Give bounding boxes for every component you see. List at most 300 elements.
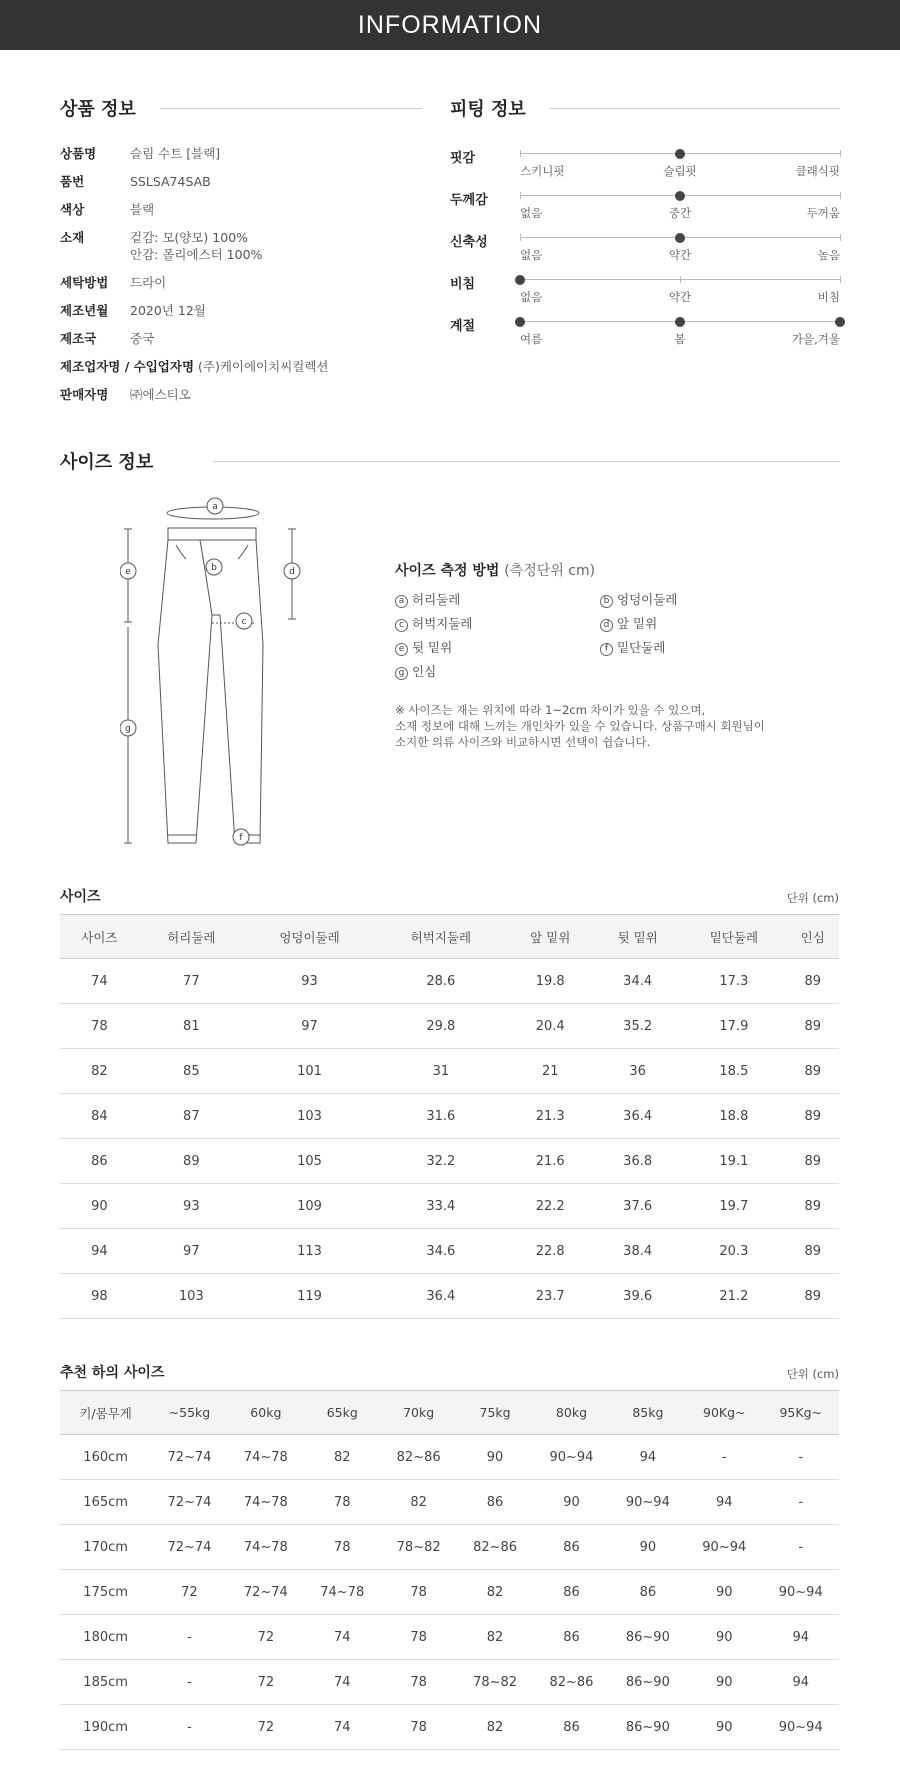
table-cell: 19.1 xyxy=(681,1139,786,1184)
fitting-row xyxy=(450,189,840,231)
column-header: 75kg xyxy=(457,1391,533,1435)
table-cell: 35.2 xyxy=(594,1004,681,1049)
value-line: (주)케이에이치씨컬렉션 xyxy=(198,359,329,374)
column-header: 뒷 밑위 xyxy=(594,915,681,959)
fitting-label: 약간 xyxy=(668,248,692,262)
table-cell: 82~86 xyxy=(533,1660,609,1705)
product-info-key: 상품명 xyxy=(60,146,97,161)
product-info-row xyxy=(60,201,422,218)
method-letter-icon: g xyxy=(395,667,408,680)
table-cell: 17.9 xyxy=(681,1004,786,1049)
table-cell: 78~82 xyxy=(380,1525,456,1570)
product-info-row xyxy=(60,358,422,375)
table-cell: 78 xyxy=(380,1615,456,1660)
method-letter-icon: d xyxy=(600,619,613,632)
table-cell: 98 xyxy=(60,1274,139,1319)
column-header: 95Kg~ xyxy=(762,1391,839,1435)
table-cell: 89 xyxy=(786,1049,839,1094)
table-cell: 94 xyxy=(60,1229,139,1274)
table-cell: 21.6 xyxy=(507,1139,594,1184)
table-cell: 74~78 xyxy=(228,1435,304,1480)
table-cell: 82 xyxy=(380,1480,456,1525)
svg-text:g: g xyxy=(125,724,131,734)
product-info-key: 제조국 xyxy=(60,331,97,346)
column-header: 엉덩이둘레 xyxy=(244,915,375,959)
scale-tick xyxy=(840,234,841,241)
table-cell: 19.7 xyxy=(681,1184,786,1229)
table-cell: 86 xyxy=(457,1480,533,1525)
fitting-label: 높음 xyxy=(817,248,840,262)
method-letter-icon: c xyxy=(395,619,408,632)
scale-tick xyxy=(840,192,841,199)
table-cell: 72~74 xyxy=(151,1525,227,1570)
table-row xyxy=(60,1570,839,1615)
table-cell: 105 xyxy=(244,1139,375,1184)
table-cell: 20.3 xyxy=(681,1229,786,1274)
fitting-scale xyxy=(520,321,840,322)
product-info-title: 상품 정보 xyxy=(60,99,136,120)
product-info-value xyxy=(130,302,206,319)
fitting-scale xyxy=(520,279,840,280)
table-cell: 78 xyxy=(60,1004,139,1049)
table-cell: 74~78 xyxy=(228,1480,304,1525)
scale-tick xyxy=(840,150,841,157)
fitting-label: 스키니핏 xyxy=(520,164,565,178)
table-cell: 89 xyxy=(786,1274,839,1319)
label-c xyxy=(236,613,252,629)
product-info-key: 제조업자명 / 수입업자명 xyxy=(60,359,195,374)
table-cell: - xyxy=(762,1435,839,1480)
selected-dot xyxy=(835,317,845,327)
recommended-size-table xyxy=(60,1390,839,1750)
table-cell: 103 xyxy=(139,1274,244,1319)
table-row xyxy=(60,1004,839,1049)
table-row xyxy=(60,1229,839,1274)
table-cell: 86 xyxy=(533,1570,609,1615)
table-cell: - xyxy=(151,1705,227,1750)
fitting-label: 약간 xyxy=(668,290,692,304)
method-letter-icon: a xyxy=(395,595,408,608)
table-cell: 74 xyxy=(60,959,139,1004)
table-cell: 74~78 xyxy=(228,1525,304,1570)
table-cell: 113 xyxy=(244,1229,375,1274)
product-info-key: 품번 xyxy=(60,174,85,189)
fitting-label: 없음 xyxy=(520,290,543,304)
table-cell: 29.8 xyxy=(375,1004,506,1049)
table-cell: 78 xyxy=(380,1660,456,1705)
table-cell: 72 xyxy=(228,1615,304,1660)
table-cell: - xyxy=(762,1480,839,1525)
table-cell: 18.8 xyxy=(681,1094,786,1139)
product-info-row xyxy=(60,145,422,162)
table-row xyxy=(60,1049,839,1094)
table-cell: 72~74 xyxy=(151,1480,227,1525)
method-letter-icon: e xyxy=(395,643,408,656)
table-cell: 89 xyxy=(786,1094,839,1139)
scale-tick xyxy=(520,192,521,199)
table-cell: 86~90 xyxy=(610,1615,686,1660)
table-cell: 90 xyxy=(686,1705,762,1750)
table-cell: 90 xyxy=(533,1480,609,1525)
scale-tick xyxy=(680,276,681,283)
table-cell: 97 xyxy=(139,1229,244,1274)
table-cell: 82 xyxy=(457,1615,533,1660)
fitting-info-list xyxy=(450,147,840,357)
table-cell: 90 xyxy=(60,1184,139,1229)
header-title: INFORMATION xyxy=(357,10,543,39)
table-cell: 160cm xyxy=(60,1435,151,1480)
table-cell: 18.5 xyxy=(681,1049,786,1094)
column-header: 85kg xyxy=(610,1391,686,1435)
fitting-key: 계절 xyxy=(450,319,476,334)
table-cell: 72 xyxy=(228,1705,304,1750)
method-letter-icon: f xyxy=(600,643,613,656)
table-cell: 74 xyxy=(304,1705,380,1750)
product-info-key: 판매자명 xyxy=(60,387,109,402)
fitting-scale xyxy=(520,153,840,154)
table-cell: 90~94 xyxy=(610,1480,686,1525)
method-item xyxy=(395,662,600,680)
svg-text:d: d xyxy=(289,567,295,577)
svg-text:b: b xyxy=(211,563,217,573)
table-cell: 190cm xyxy=(60,1705,151,1750)
table-cell: 34.6 xyxy=(375,1229,506,1274)
method-label: 밑단둘레 xyxy=(617,640,666,655)
table-cell: 185cm xyxy=(60,1660,151,1705)
table-cell: 90~94 xyxy=(533,1435,609,1480)
table-cell: 89 xyxy=(786,1004,839,1049)
table-cell: 78 xyxy=(380,1705,456,1750)
table-cell: 19.8 xyxy=(507,959,594,1004)
table-row xyxy=(60,1525,839,1570)
table-cell: 86 xyxy=(610,1570,686,1615)
table-cell: 22.8 xyxy=(507,1229,594,1274)
table-cell: 31.6 xyxy=(375,1094,506,1139)
fitting-label: 중간 xyxy=(668,206,692,220)
table-row xyxy=(60,1660,839,1705)
table-cell: 81 xyxy=(139,1004,244,1049)
fitting-key: 신축성 xyxy=(450,235,488,250)
column-header: 밑단둘레 xyxy=(681,915,786,959)
method-label: 허벅지둘레 xyxy=(412,616,473,631)
table-cell: 94 xyxy=(762,1660,839,1705)
table-cell: 74 xyxy=(304,1660,380,1705)
scale-tick xyxy=(520,150,521,157)
table-cell: 36.4 xyxy=(375,1274,506,1319)
table-cell: 21.3 xyxy=(507,1094,594,1139)
product-info-key: 제조년월 xyxy=(60,303,109,318)
method-label: 허리둘레 xyxy=(412,592,461,607)
product-info-key: 소재 xyxy=(60,230,85,245)
recommended-size-section xyxy=(60,1362,839,1750)
fitting-row xyxy=(450,231,840,273)
table-cell: 180cm xyxy=(60,1615,151,1660)
table-cell: 90~94 xyxy=(762,1705,839,1750)
table-row xyxy=(60,1480,839,1525)
value-line: ㈜에스티오 xyxy=(130,387,191,402)
method-item xyxy=(395,614,600,632)
table-cell: 90 xyxy=(686,1570,762,1615)
table-cell: 78~82 xyxy=(457,1660,533,1705)
table-cell: 77 xyxy=(139,959,244,1004)
method-item xyxy=(600,590,800,608)
column-header: 사이즈 xyxy=(60,915,139,959)
product-info-value xyxy=(198,358,329,375)
table-cell: 82 xyxy=(457,1570,533,1615)
value-line: 2020년 12월 xyxy=(130,303,206,318)
table-cell: - xyxy=(762,1525,839,1570)
column-header: 허리둘레 xyxy=(139,915,244,959)
table-cell: 109 xyxy=(244,1184,375,1229)
table-cell: 86 xyxy=(533,1705,609,1750)
method-item xyxy=(395,638,600,656)
method-label: 인심 xyxy=(412,664,437,679)
fitting-scale xyxy=(520,195,840,196)
method-title: 사이즈 측정 방법 (측정단위 cm) xyxy=(395,563,596,579)
fitting-label: 두꺼움 xyxy=(806,206,840,220)
label-d xyxy=(284,563,300,579)
column-header: 70kg xyxy=(380,1391,456,1435)
table-cell: 82 xyxy=(304,1435,380,1480)
table-cell: 36 xyxy=(594,1049,681,1094)
table-row xyxy=(60,1435,839,1480)
value-line: 중국 xyxy=(130,331,155,346)
selected-dot xyxy=(675,191,685,201)
column-header: 허벅지둘레 xyxy=(375,915,506,959)
divider xyxy=(213,461,840,462)
selected-dot xyxy=(515,317,525,327)
table-cell: 85 xyxy=(139,1049,244,1094)
fitting-label: 슬림핏 xyxy=(663,164,697,178)
method-item xyxy=(600,614,800,632)
table-cell: 170cm xyxy=(60,1525,151,1570)
table-cell: 39.6 xyxy=(594,1274,681,1319)
fitting-row xyxy=(450,147,840,189)
product-info-value xyxy=(130,274,166,291)
value-line: SSLSA74SAB xyxy=(130,174,211,189)
table-cell: 90 xyxy=(610,1525,686,1570)
table-cell: 94 xyxy=(686,1480,762,1525)
method-label: 뒷 밑위 xyxy=(412,640,453,655)
table-cell: 23.7 xyxy=(507,1274,594,1319)
product-info-value xyxy=(130,145,220,162)
svg-text:e: e xyxy=(125,567,131,577)
fitting-key: 비침 xyxy=(450,277,476,292)
product-info-row xyxy=(60,274,422,291)
table-cell: 78 xyxy=(304,1480,380,1525)
method-list xyxy=(395,590,835,680)
size-table-title: 사이즈 xyxy=(60,889,101,905)
size-table-unit: 단위 (cm) xyxy=(786,891,839,905)
size-info-section xyxy=(60,448,840,474)
fitting-key: 핏감 xyxy=(450,151,476,166)
rec-table-title: 추천 하의 사이즈 xyxy=(60,1365,165,1381)
table-cell: 33.4 xyxy=(375,1184,506,1229)
table-header-row xyxy=(60,1391,839,1435)
product-info-row xyxy=(60,229,422,263)
size-note: ※ 사이즈는 재는 위치에 따라 1~2cm 차이가 있을 수 있으며, 소재 정보에 대해 느끼는 개인차가 있을 수 있습니다. 상품구매시 회원님이 소지한 의류 사이즈와 비교하시면 선택이 쉽습니다. xyxy=(395,703,765,749)
table-row xyxy=(60,1184,839,1229)
table-cell: 38.4 xyxy=(594,1229,681,1274)
table-cell: 86 xyxy=(533,1525,609,1570)
fitting-label: 여름 xyxy=(520,332,543,346)
table-cell: 78 xyxy=(380,1570,456,1615)
label-f xyxy=(233,829,249,845)
table-row xyxy=(60,1615,839,1660)
value-line: 슬림 수트 [블랙] xyxy=(130,146,221,161)
table-row xyxy=(60,1094,839,1139)
selected-dot xyxy=(515,275,525,285)
table-cell: 94 xyxy=(762,1615,839,1660)
table-cell: 90~94 xyxy=(762,1570,839,1615)
rec-table-unit: 단위 (cm) xyxy=(786,1367,839,1381)
product-info-key: 세탁방법 xyxy=(60,275,109,290)
fitting-label: 비침 xyxy=(817,290,840,304)
table-cell: 72~74 xyxy=(151,1435,227,1480)
label-g xyxy=(120,720,136,736)
table-cell: 32.2 xyxy=(375,1139,506,1184)
table-cell: 175cm xyxy=(60,1570,151,1615)
product-info-row xyxy=(60,386,422,403)
information-header xyxy=(0,0,900,50)
table-cell: 82 xyxy=(60,1049,139,1094)
table-cell: 22.2 xyxy=(507,1184,594,1229)
table-cell: 17.3 xyxy=(681,959,786,1004)
table-row xyxy=(60,1139,839,1184)
table-cell: 89 xyxy=(786,1184,839,1229)
product-info-row xyxy=(60,330,422,347)
fitting-label: 클래식핏 xyxy=(795,164,840,178)
fitting-scale xyxy=(520,237,840,238)
size-table-section xyxy=(60,886,839,1319)
column-header: 인심 xyxy=(786,915,839,959)
fitting-info-section xyxy=(450,95,840,357)
table-cell: - xyxy=(151,1615,227,1660)
column-header: 65kg xyxy=(304,1391,380,1435)
divider xyxy=(550,108,840,109)
pants-measurement-diagram xyxy=(120,495,320,855)
table-cell: - xyxy=(151,1660,227,1705)
table-cell: 86 xyxy=(60,1139,139,1184)
table-cell: 86 xyxy=(533,1615,609,1660)
product-info-list xyxy=(60,145,422,403)
table-cell: 78 xyxy=(304,1525,380,1570)
table-cell: 101 xyxy=(244,1049,375,1094)
table-cell: - xyxy=(686,1435,762,1480)
fitting-row xyxy=(450,273,840,315)
table-cell: 93 xyxy=(139,1184,244,1229)
table-cell: 89 xyxy=(139,1139,244,1184)
product-info-value xyxy=(130,173,211,190)
table-cell: 87 xyxy=(139,1094,244,1139)
column-header: 90Kg~ xyxy=(686,1391,762,1435)
table-cell: 72 xyxy=(151,1570,227,1615)
fitting-row xyxy=(450,315,840,357)
method-item xyxy=(600,638,800,656)
product-info-value xyxy=(130,330,154,347)
table-cell: 21 xyxy=(507,1049,594,1094)
table-row xyxy=(60,1274,839,1319)
table-cell: 103 xyxy=(244,1094,375,1139)
label-b xyxy=(206,559,222,575)
label-a xyxy=(207,498,223,514)
method-letter-icon: b xyxy=(600,595,613,608)
fitting-label: 가을,겨울 xyxy=(791,332,840,346)
selected-dot xyxy=(675,233,685,243)
scale-tick xyxy=(520,234,521,241)
product-info-value xyxy=(130,386,191,403)
table-cell: 20.4 xyxy=(507,1004,594,1049)
scale-tick xyxy=(840,276,841,283)
value-line: 안감: 폴리에스터 100% xyxy=(130,247,263,262)
selected-dot xyxy=(675,317,685,327)
table-cell: 97 xyxy=(244,1004,375,1049)
table-cell: 165cm xyxy=(60,1480,151,1525)
column-header: 60kg xyxy=(228,1391,304,1435)
divider xyxy=(160,108,422,109)
table-header-row xyxy=(60,915,839,959)
table-cell: 72~74 xyxy=(228,1570,304,1615)
product-info-section xyxy=(60,95,422,414)
table-cell: 119 xyxy=(244,1274,375,1319)
product-info-value xyxy=(130,229,262,263)
column-header: ~55kg xyxy=(151,1391,227,1435)
table-cell: 36.4 xyxy=(594,1094,681,1139)
product-info-value xyxy=(130,201,154,218)
table-cell: 90~94 xyxy=(686,1525,762,1570)
table-cell: 34.4 xyxy=(594,959,681,1004)
size-info-title: 사이즈 정보 xyxy=(60,452,154,473)
value-line: 겉감: 모(양모) 100% xyxy=(130,230,249,245)
table-cell: 89 xyxy=(786,1229,839,1274)
fitting-info-title: 피팅 정보 xyxy=(450,99,526,120)
table-cell: 82~86 xyxy=(380,1435,456,1480)
table-row xyxy=(60,959,839,1004)
value-line: 블랙 xyxy=(130,202,155,217)
fitting-label: 없음 xyxy=(520,206,543,220)
measurement-method xyxy=(395,560,835,750)
table-cell: 21.2 xyxy=(681,1274,786,1319)
fitting-label: 없음 xyxy=(520,248,543,262)
table-cell: 86~90 xyxy=(610,1705,686,1750)
label-e xyxy=(120,563,136,579)
table-cell: 89 xyxy=(786,959,839,1004)
table-cell: 90 xyxy=(686,1660,762,1705)
column-header: 80kg xyxy=(533,1391,609,1435)
table-cell: 86~90 xyxy=(610,1660,686,1705)
table-cell: 93 xyxy=(244,959,375,1004)
value-line: 드라이 xyxy=(130,275,167,290)
table-cell: 90 xyxy=(457,1435,533,1480)
method-item xyxy=(395,590,600,608)
table-cell: 28.6 xyxy=(375,959,506,1004)
table-cell: 37.6 xyxy=(594,1184,681,1229)
table-cell: 94 xyxy=(610,1435,686,1480)
table-cell: 90 xyxy=(686,1615,762,1660)
table-cell: 74 xyxy=(304,1615,380,1660)
table-cell: 89 xyxy=(786,1139,839,1184)
product-info-key: 색상 xyxy=(60,202,85,217)
table-cell: 84 xyxy=(60,1094,139,1139)
table-cell: 74~78 xyxy=(304,1570,380,1615)
svg-text:a: a xyxy=(212,502,218,512)
size-table xyxy=(60,914,839,1319)
column-header: 키/몸무게 xyxy=(60,1391,151,1435)
selected-dot xyxy=(675,149,685,159)
table-cell: 36.8 xyxy=(594,1139,681,1184)
method-label: 앞 밑위 xyxy=(617,616,658,631)
fitting-key: 두께감 xyxy=(450,193,488,208)
